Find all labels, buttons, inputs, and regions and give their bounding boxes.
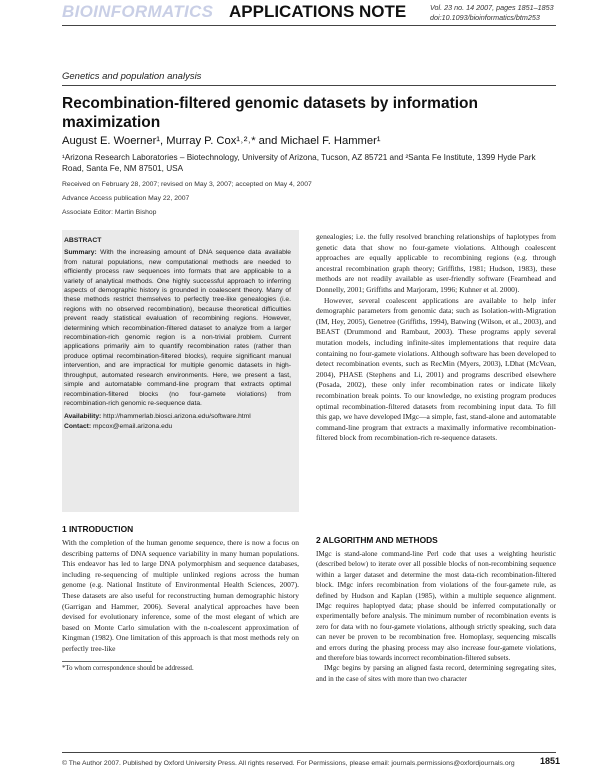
availability-label: Availability:: [64, 413, 102, 421]
intro-heading: 1 INTRODUCTION: [62, 524, 134, 534]
availability-link[interactable]: http://hammerlab.biosci.arizona.edu/software.html: [103, 413, 251, 421]
right-paragraph-2: However, several coalescent applications are available to help infer demographic parameters from genomic data; such as Isolation-with-Migration (IM, Hey, 2005), Genetree (Griffiths, 1994), Batwing (Wilson, et al., 2003), and BEAST (Drummond and Rambaut, 2003). These programs apply several mutation models, including infinite-sites implementations that require data containing no four-gamete violations. Although software has been developed to detect recombination events, such as RecMin (Myers, 2003), LDhat (McVean, 2004), PHASE (Stephens and Li, 2001) and programs described elsewhere (Posada, 2002), these only infer recombination rates or indicate likely recombination break points. To our knowledge, no existing program produces optimal recombination-filtered datasets from recombining input data. To fill this gap, we have developed IMgc—a simple, fast, stand-alone and automatable command-line program that extracts a maximally informative recombination-filtered block from recombination-rich re-sequence datasets.: [316, 295, 556, 443]
affiliation: ¹Arizona Research Laboratories – Biotechnology, University of Arizona, Tucson, AZ 85721 and ²Santa Fe Institute, 1399 Hyde Park Road, Santa Fe, NM 87501, USA: [62, 153, 536, 173]
abstract-heading: ABSTRACT: [64, 237, 102, 244]
contact-email[interactable]: mpcox@email.arizona.edu: [92, 422, 173, 430]
header-rule: [62, 25, 556, 26]
journal-name: BIOINFORMATICS: [62, 2, 214, 21]
volume-info: [430, 3, 554, 23]
copyright-line: © The Author 2007. Published by Oxford University Press. All rights reserved. For Permissions, please email: journals.permissions@oxfordjournals.org: [62, 760, 515, 767]
section-label: Genetics and population analysis: [62, 71, 202, 82]
right-column-lower: [316, 549, 556, 684]
right-column-upper: [316, 232, 556, 444]
article-type: APPLICATIONS NOTE: [229, 2, 407, 21]
right-paragraph-4: IMgc begins by parsing an aligned fasta record, determining segregating sites, and in the case of sites with more than two character: [316, 664, 556, 683]
footnote-rule: [62, 661, 152, 662]
summary-label: Summary:: [64, 249, 97, 257]
associate-editor: Associate Editor: Martin Bishop: [62, 209, 157, 216]
contact-line: [64, 422, 291, 431]
advance-access: Advance Access publication May 22, 2007: [62, 195, 190, 202]
received-dates: Received on February 28, 2007; revised on May 3, 2007; accepted on May 4, 2007: [62, 181, 312, 188]
paper-title: Recombination-filtered genomic datasets by information maximization: [62, 95, 478, 131]
author-list: August E. Woerner¹, Murray P. Cox¹˒²˒* and Michael F. Hammer¹: [62, 135, 381, 147]
abstract-box: [62, 230, 299, 512]
page-number: 1851: [540, 756, 561, 766]
doi-line: doi:10.1093/bioinformatics/btm253: [430, 13, 540, 22]
methods-heading: 2 ALGORITHM AND METHODS: [316, 535, 438, 545]
right-paragraph-3: IMgc is stand-alone command-line Perl code that uses a weighting heuristic (described below) to iterate over all possible blocks of non-recombining sequence within a larger dataset and determine the most data-rich recombination-filtered block. IMgc infers recombination from violations of the four-gamete rule, as defined by Hudson and Kaplan (1985), within a multiple sequence alignment. IMgc requires haploptyed data; phase should be inferred computationally or experimentally before analysis. The minimum number of recombination events is zero for data with no four-gamete violations, although strictly speaking, such data can never be proven to be recombination free. Homoplasy, sequencing miscalls and errors during the phasing process may also increase four-gamete violations, and therefore bias towards incorrect recombination-filtered subsets.: [316, 550, 556, 663]
abstract-summary: [64, 248, 291, 408]
availability-line: [64, 412, 291, 421]
footer-rule: [62, 752, 556, 753]
summary-text: With the increasing amount of DNA sequence data available from natural populations, new computational methods are needed to efficiently process raw sequences into formats that are applicable to a variety of analytical methods. One highly successful approach to inferring aspects of demographic history is grounded in coalescent theory. Many of these methods restrict themselves to perfectly tree-like genealogies (i.e. regions with no observed recombination), because theoretical difficulties prevent ready statistical evaluation of recombining regions. However, determining which recombination-filtered dataset to analyze from a larger recombination-rich genomic region is a non-trivial problem. Current applications primarily aim to quantify recombination rates (rather than produce optimal recombination-filtered blocks), require significant manual intervention, and are impractical for multiple genomic datasets in high-throughput, automated research environments. Here, we present a fast, simple and automatable command-line program that extracts optimal recombination-filtered blocks (no four-gamete violations) from recombination-rich genomic re-sequence data.: [64, 249, 291, 407]
title-rule: [62, 85, 556, 86]
footnote: *To whom correspondence should be addressed.: [62, 665, 194, 672]
contact-label: Contact:: [64, 422, 92, 430]
intro-text: With the completion of the human genome sequence, there is now a focus on describing patterns of DNA sequence variability in many human populations. This endeavor has led to large DNA polymorphism and sequence databases, including re-sequencing of multiple unlinked regions across the human genome (e.g. National Institute of Environmental Health Sciences, 2007). These datasets are also useful for reconstructing human demographic history (Garrigan and Hammer, 2006). Several analytical approaches have been devised for evolutionary inference, some of the most elegant of which are based on Monte Carlo simulation with the n-coalescent approximation of Kingman (1982). One limitation of this approach is that most methods rely on perfectly tree-like: [62, 538, 299, 653]
right-paragraph-1: genealogies; i.e. the fully resolved branching relationships of haplotypes from genetic data that show no four-gamete violations. Although coalescent approaches are equally applicable to recombining regions (e.g. through ancestral recombination graph theory; Griffiths, 1981; Hudson, 1983), these methods are not readily available as user-friendly software (Fearnhead and Donnelly, 2001; Griffiths and Marjoram, 1996; Kuhner et al. 2000).: [316, 232, 556, 294]
volume-line: Vol. 23 no. 14 2007, pages 1851–1853: [430, 3, 554, 12]
